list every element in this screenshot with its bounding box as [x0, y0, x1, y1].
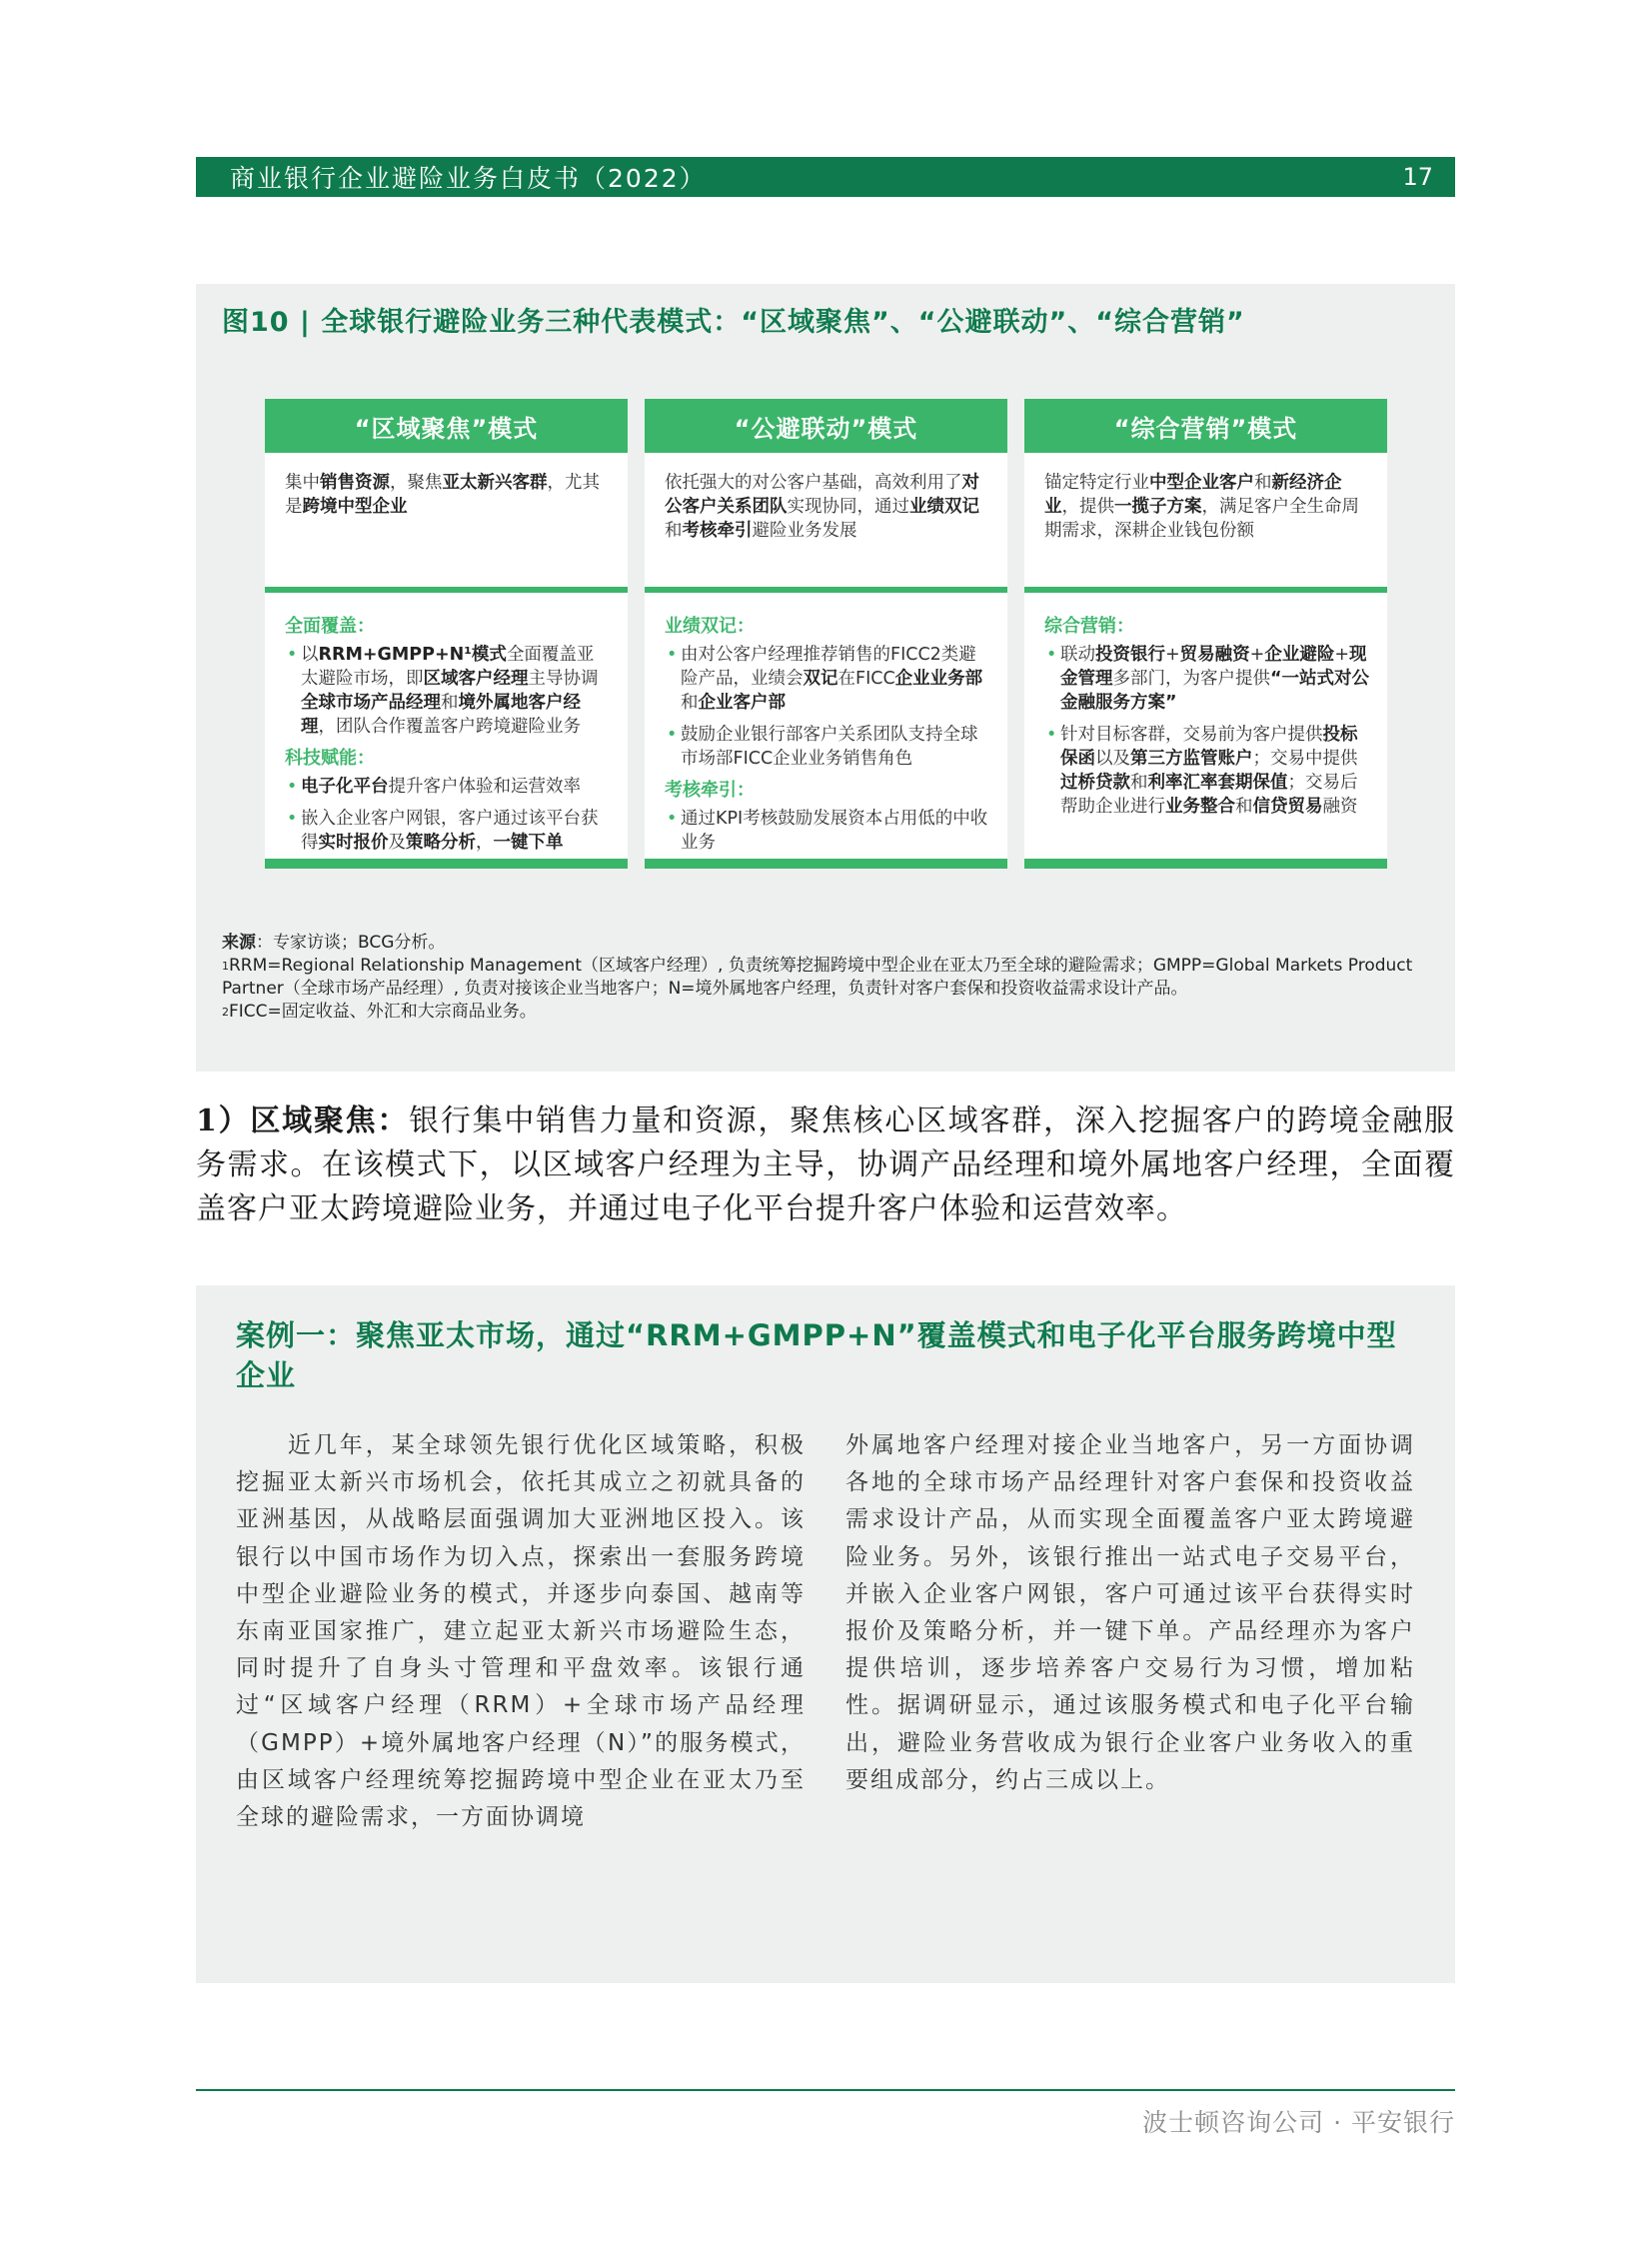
case-column-left: 近几年，某全球领先银行优化区域策略，积极挖掘亚太新兴市场机会，依托其成立之初就具备的亚洲基因，从战略层面强调加大亚洲地区投入。该银行以中国市场作为切入点，探索出一套服务跨境中型企业避险业务的模式，并逐步向泰国、越南等东南亚国家推广，建立起亚太新兴市场避险生态，同时提升了自身头寸管理和平盘效率。该银行通过“区域客户经理（RRM）+全球市场产品经理（GMPP）+境外属地客户经理（N）”的服务模式，由区域客户经理统筹挖掘跨境中型企业在亚太乃至全球的避险需求，一方面协调境: [236, 1432, 806, 1831]
card-intro: 依托强大的对公客户基础，高效利用了对公客户关系团队实现协同，通过业绩双记和考核牵引避险业务发展: [645, 453, 1007, 593]
card-regional-focus: [265, 399, 628, 869]
figure-notes: 来源：专家访谈；BCG分析。 $^1$RRM=Regional Relationship Management（区域客户经理）, 负责统筹挖掘跨境中型企业在亚太乃至全球的避险需求；GMPP=Global Markets Product Partner（全球市场产品经理）, 负责对接该企业当地客户；N=境外属地客户经理，负责针对客户套保和投资收益需求设计产品。 $^2$FICC=固定收益、外汇和大宗商品业务。: [222, 933, 1413, 1022]
paragraph-lead: 1）区域聚焦：: [196, 1104, 410, 1138]
footer-divider: [196, 2089, 1455, 2091]
header-title: 商业银行企业避险业务白皮书（2022）: [230, 164, 707, 193]
paragraph-text: 银行集中销售力量和资源，聚焦核心区域客群，深入挖掘客户的跨境金融服务需求。在该模式下，以区域客户经理为主导，协调产品经理和境外属地客户经理，全面覆盖客户亚太跨境避险业务，并通过电子化平台提升客户体验和运营效率。: [196, 1104, 1456, 1226]
card-intro: 集中销售资源，聚焦亚太新兴客群，尤其是跨境中型企业: [265, 453, 628, 593]
card-corporate-linkage: [645, 399, 1007, 869]
body-paragraph: [196, 1100, 1455, 1231]
card-head: “公避联动”模式: [645, 399, 1007, 453]
card-body: 业绩双记： • 由对公客户经理推荐销售的FICC2类避险产品，业绩会双记在FICC企业业务部和企业客户部 • 鼓励企业银行部客户关系团队支持全球市场部FICC企业业务销售角色 考核牵引： • 通过KPI考核鼓励发展资本占用低的中收业务: [645, 593, 1007, 855]
figure-panel: [196, 284, 1455, 1072]
card-intro: 锚定特定行业中型企业客户和新经济企业，提供一揽子方案，满足客户全生命周期需求，深耕企业钱包份额: [1024, 453, 1387, 593]
card-head: “区域聚焦”模式: [265, 399, 628, 453]
card-integrated-marketing: [1024, 399, 1387, 869]
page-number: 17: [1402, 163, 1433, 191]
figure-title: 图10 | 全球银行避险业务三种代表模式：“区域聚焦”、“公避联动”、“综合营销”: [222, 307, 1245, 338]
case-study-panel: [196, 1285, 1455, 1983]
card-body: 综合营销： • 联动投资银行+贸易融资+企业避险+现金管理多部门，为客户提供“一站式对公金融服务方案” • 针对目标客群，交易前为客户提供投标保函以及第三方监管账户；交易中提供过桥贷款和利率汇率套期保值；交易后帮助企业进行业务整合和信贷贸易融资: [1024, 593, 1387, 819]
card-head: “综合营销”模式: [1024, 399, 1387, 453]
case-column-right: 外属地客户经理对接企业当地客户，另一方面协调各地的全球市场产品经理针对客户套保和投资收益需求设计产品，从而实现全面覆盖客户亚太跨境避险业务。另外，该银行推出一站式电子交易平台，并嵌入企业客户网银，客户可通过该平台获得实时报价及策略分析，并一键下单。产品经理亦为客户提供培训，逐步培养客户交易行为习惯，增加粘性。据调研显示，通过该服务模式和电子化平台输出，避险业务营收成为银行企业客户业务收入的重要组成部分，约占三成以上。: [845, 1432, 1415, 1793]
page-header: [196, 157, 1455, 197]
case-title: 案例一：聚焦亚太市场，通过“RRM+GMPP+N”覆盖模式和电子化平台服务跨境中型企业: [236, 1318, 1397, 1392]
card-body: 全面覆盖： • 以RRM+GMPP+N¹模式全面覆盖亚太避险市场，即区域客户经理主导协调全球市场产品经理和境外属地客户经理，团队合作覆盖客户跨境避险业务 科技赋能： • 电子化平台提升客户体验和运营效率 • 嵌入企业客户网银，客户通过该平台获得实时报价及策略分析，一键下单: [265, 593, 628, 855]
footer-text: 波士顿咨询公司 · 平安银行: [1142, 2108, 1455, 2137]
